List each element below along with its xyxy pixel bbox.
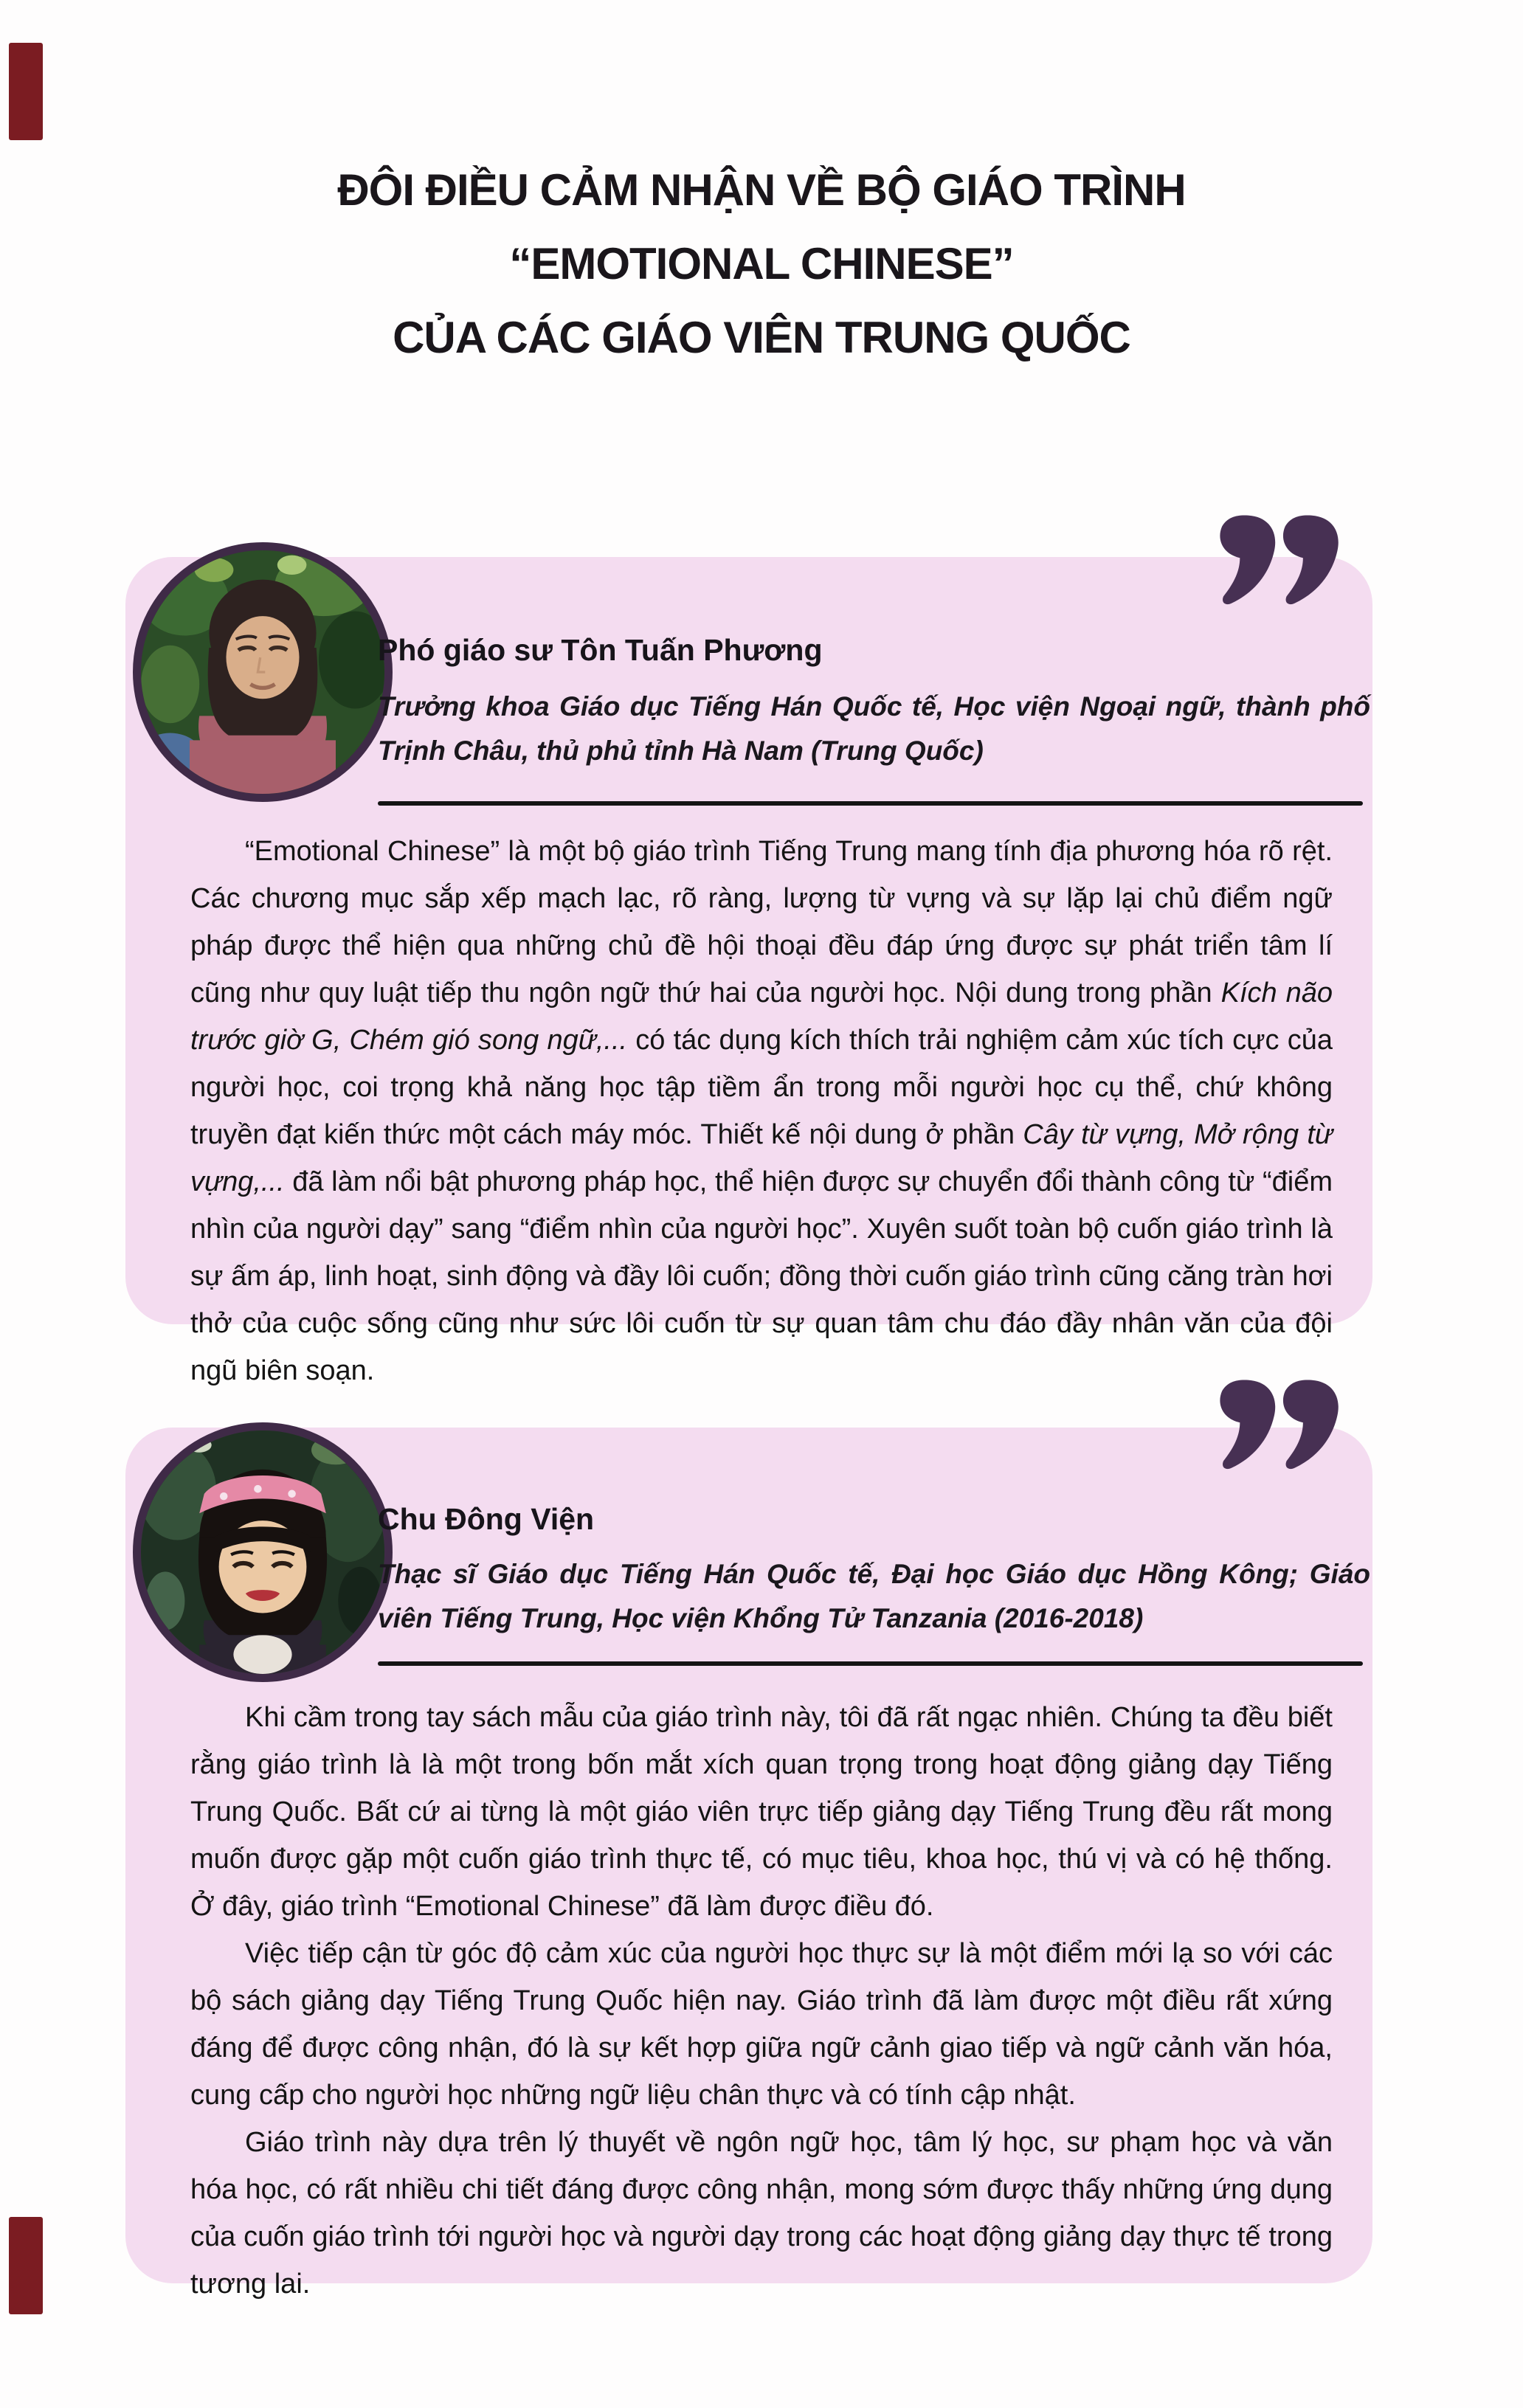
paragraph: Giáo trình này dựa trên lý thuyết về ngôn ngữ học, tâm lý học, sư phạm học và văn hóa học, có rất nhiều chi tiết đáng được công nhận, mong sớm được thấy những ứng dụng của cuốn giáo trình tới người học và người dạy trong các hoạt động giảng dạy thực tế trong tương lai. — [190, 2127, 1333, 2300]
page-edge-tab-bottom — [9, 2217, 43, 2314]
page-title — [0, 153, 1523, 375]
header-divider — [378, 1661, 1363, 1666]
page-title-line-3: CỦA CÁC GIÁO VIÊN TRUNG QUỐC — [393, 313, 1130, 362]
closing-quote-icon — [1214, 1374, 1341, 1477]
testimonial-text-1 — [190, 828, 1333, 1394]
person-name: Chu Đông Viện — [378, 1502, 595, 1536]
page-edge-tab-top — [9, 43, 43, 140]
person-affiliation: Trưởng khoa Giáo dục Tiếng Hán Quốc tế, Học viện Ngoại ngữ, thành phố Trịnh Châu, thủ phủ tỉnh Hà Nam (Trung Quốc) — [378, 691, 1370, 766]
portrait-photo-icon — [141, 1430, 384, 1674]
avatar-chu-dong-vien — [133, 1422, 393, 1682]
testimonial-text-2 — [190, 1694, 1333, 2308]
person-affiliation: Thạc sĩ Giáo dục Tiếng Hán Quốc tế, Đại học Giáo dục Hồng Kông; Giáo viên Tiếng Trung, Học viện Khổng Tử Tanzania (2016-2018) — [378, 1559, 1370, 1633]
header-divider — [378, 801, 1363, 806]
page-title-line-1: ĐÔI ĐIỀU CẢM NHẬN VỀ BỘ GIÁO TRÌNH — [337, 165, 1186, 215]
portrait-photo-icon — [141, 550, 384, 794]
page-title-line-2: “EMOTIONAL CHINESE” — [509, 239, 1014, 288]
paragraph: Việc tiếp cận từ góc độ cảm xúc của người học thực sự là một điểm mới lạ so với các bộ sách giảng dạy Tiếng Trung Quốc hiện nay. Giáo trình đã làm được một điều rất xứng đáng để được công nhận, đó là sự kết hợp giữa ngữ cảnh giao tiếp và ngữ cảnh văn hóa, cung cấp cho người học những ngữ liệu chân thực và có tính cập nhật. — [190, 1938, 1333, 2111]
closing-quote-icon — [1214, 509, 1341, 612]
paragraph: “Emotional Chinese” là một bộ giáo trình Tiếng Trung mang tính địa phương hóa rõ rệt. Các chương mục sắp xếp mạch lạc, rõ ràng, lượng từ vựng và sự lặp lại chủ điểm ngữ pháp được thể hiện qua những chủ đề hội thoại đều đáp ứng được sự phát triển tâm lí cũng như quy luật tiếp thu ngôn ngữ thứ hai của người học. Nội dung trong phần Kích não trước giờ G, Chém gió song ngữ,... có tác dụng kích thích trải nghiệm cảm xúc tích cực của người học, coi trọng khả năng học tập tiềm ẩn trong mỗi người học cụ thể, chứ không truyền đạt kiến thức một cách máy móc. Thiết kế nội dung ở phần Cây từ vựng, Mở rộng từ vựng,... đã làm nổi bật phương pháp học, thể hiện được sự chuyển đổi thành công từ “điểm nhìn của người dạy” sang “điểm nhìn của người học”. Xuyên suốt toàn bộ cuốn giáo trình là sự ấm áp, linh hoạt, sinh động và đầy lôi cuốn; đồng thời cuốn giáo trình cũng căng tràn hơi thở của cuộc sống cũng như sức lôi cuốn từ sự quan tâm chu đáo đầy nhân văn của đội ngũ biên soạn. — [190, 836, 1333, 1386]
person-name: Phó giáo sư Tôn Tuấn Phương — [378, 633, 823, 667]
avatar-ton-tuan-phuong — [133, 542, 393, 802]
paragraph: Khi cầm trong tay sách mẫu của giáo trình này, tôi đã rất ngạc nhiên. Chúng ta đều biết rằng giáo trình là là một trong bốn mắt xích quan trọng trong hoạt động giảng dạy Tiếng Trung Quốc. Bất cứ ai từng là một giáo viên trực tiếp giảng dạy Tiếng Trung đều rất mong muốn được gặp một cuốn giáo trình thực tế, có mục tiêu, khoa học, thú vị và có hệ thống. Ở đây, giáo trình “Emotional Chinese” đã làm được điều đó. — [190, 1702, 1333, 1922]
